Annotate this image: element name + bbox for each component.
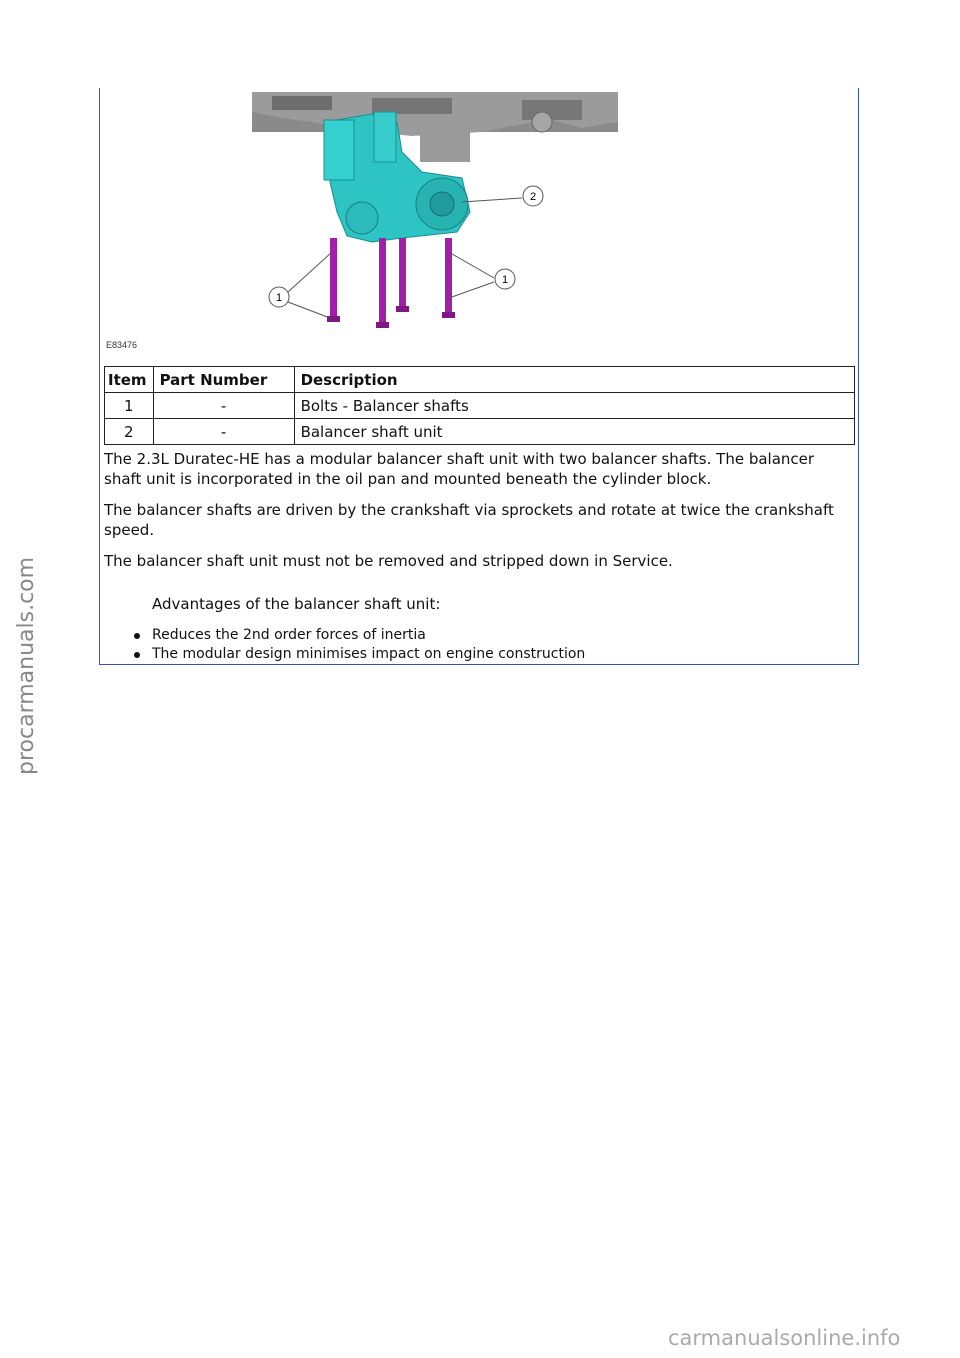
- list-item: Reduces the 2nd order forces of inertia: [134, 626, 585, 645]
- row-description: Balancer shaft unit: [294, 419, 854, 445]
- parts-table: [104, 366, 855, 445]
- callout-1-right-label: 1: [501, 274, 509, 286]
- bottom-watermark: carmanualsonline.info: [668, 1326, 901, 1350]
- paragraph-intro: The 2.3L Duratec-HE has a modular balancer shaft unit with two balancer shafts. The balancer shaft unit is incorporated in the oil pan and mounted beneath the cylinder block.: [104, 450, 815, 488]
- advantages-heading: Advantages of the balancer shaft unit:: [152, 595, 441, 613]
- header-item: Item: [105, 367, 154, 393]
- row-part-number: -: [153, 419, 294, 445]
- table-row: [105, 419, 855, 445]
- callout-2-label: 2: [529, 191, 537, 203]
- header-part-number: Part Number: [153, 367, 294, 393]
- row-description: Bolts - Balancer shafts: [294, 393, 854, 419]
- callout-1-left: [269, 287, 289, 307]
- paragraph-service: The balancer shaft unit must not be removed and stripped down in Service.: [104, 552, 673, 570]
- callout-1-right: [495, 269, 515, 289]
- list-item: The modular design minimises impact on engine construction: [134, 645, 585, 664]
- paragraph-drive: The balancer shafts are driven by the crankshaft via sprockets and rotate at twice the crankshaft speed.: [104, 501, 834, 539]
- row-part-number: -: [153, 393, 294, 419]
- table-header-row: [105, 367, 855, 393]
- balancer-shaft-illustration: [252, 92, 618, 328]
- table-row: [105, 393, 855, 419]
- row-item: 1: [105, 393, 154, 419]
- figure-code: E83476: [106, 340, 138, 350]
- header-description: Description: [294, 367, 854, 393]
- advantages-list: [134, 626, 585, 664]
- row-item: 2: [105, 419, 154, 445]
- callout-1-left-label: 1: [275, 292, 283, 304]
- callout-2: [523, 186, 543, 206]
- side-watermark: procarmanuals.com: [14, 556, 39, 775]
